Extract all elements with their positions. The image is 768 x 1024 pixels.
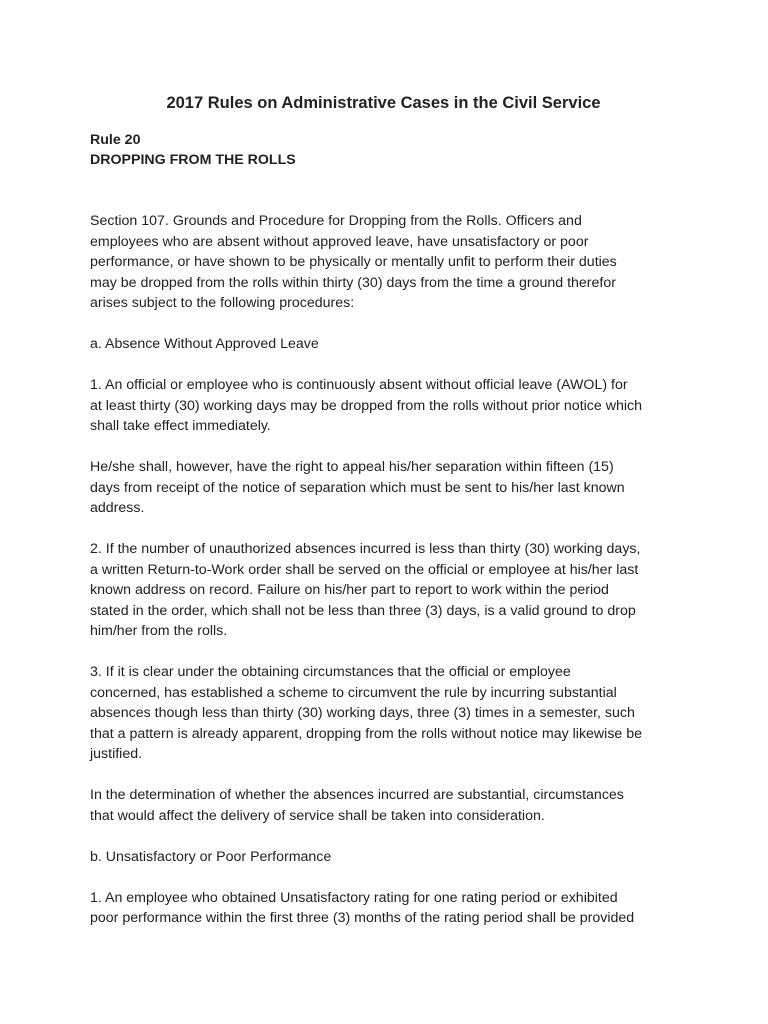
rule-number: Rule 20 — [90, 132, 141, 148]
document-body — [90, 211, 690, 949]
subheading-poor-performance: b. Unsatisfactory or Poor Performance — [90, 848, 332, 865]
rule-heading: DROPPING FROM THE ROLLS — [90, 152, 296, 168]
document-title: 2017 Rules on Administrative Cases in the Civil Service — [166, 94, 601, 112]
awol-item-1: 1. An official or employee who is continuously absent without official leave (AWOL) for at least thirty (30) working days may be dropped from the rolls without prior notice which shall take effect immediately. — [90, 377, 642, 434]
awol-item-3: 3. If it is clear under the obtaining circumstances that the official or employee concerned, has established a scheme to circumvent the rule by incurring substantial absences though less than thirty (30) working days, three (3) times in a semester, such that a pattern is already apparent, dropping from the rolls without notice may likewise be justified. — [90, 664, 643, 762]
awol-item-2: 2. If the number of unauthorized absences incurred is less than thirty (30) working days, a written Return-to-Work order shall be served on the official or employee at his/her last known address on record. Failure on his/her part to report to work within the period stated in the order, which shall not be less than three (3) days, is a valid ground to drop him/her from the rolls. — [90, 541, 641, 639]
section-107-paragraph: Section 107. Grounds and Procedure for Dropping from the Rolls. Officers and employees who are absent without approved leave, have unsatisfactory or poor performance, or have shown to be physically or mentally unfit to perform their duties may be dropped from the rolls within thirty (30) days from the time a ground therefor arises subject to the following procedures: — [90, 213, 617, 311]
subheading-absence-without-leave: a. Absence Without Approved Leave — [90, 336, 319, 352]
performance-item-1: 1. An employee who obtained Unsatisfactory rating for one rating period or exhibited poor performance within the first three (3) months of the rating period shall be provided — [90, 889, 635, 926]
appeal-paragraph: He/she shall, however, have the right to appeal his/her separation within fifteen (15) days from receipt of the notice of separation which must be sent to his/her last known address. — [90, 459, 625, 516]
substantial-absences-paragraph: In the determination of whether the absences incurred are substantial, circumstances that would affect the delivery of service shall be taken into consideration. — [90, 787, 624, 824]
